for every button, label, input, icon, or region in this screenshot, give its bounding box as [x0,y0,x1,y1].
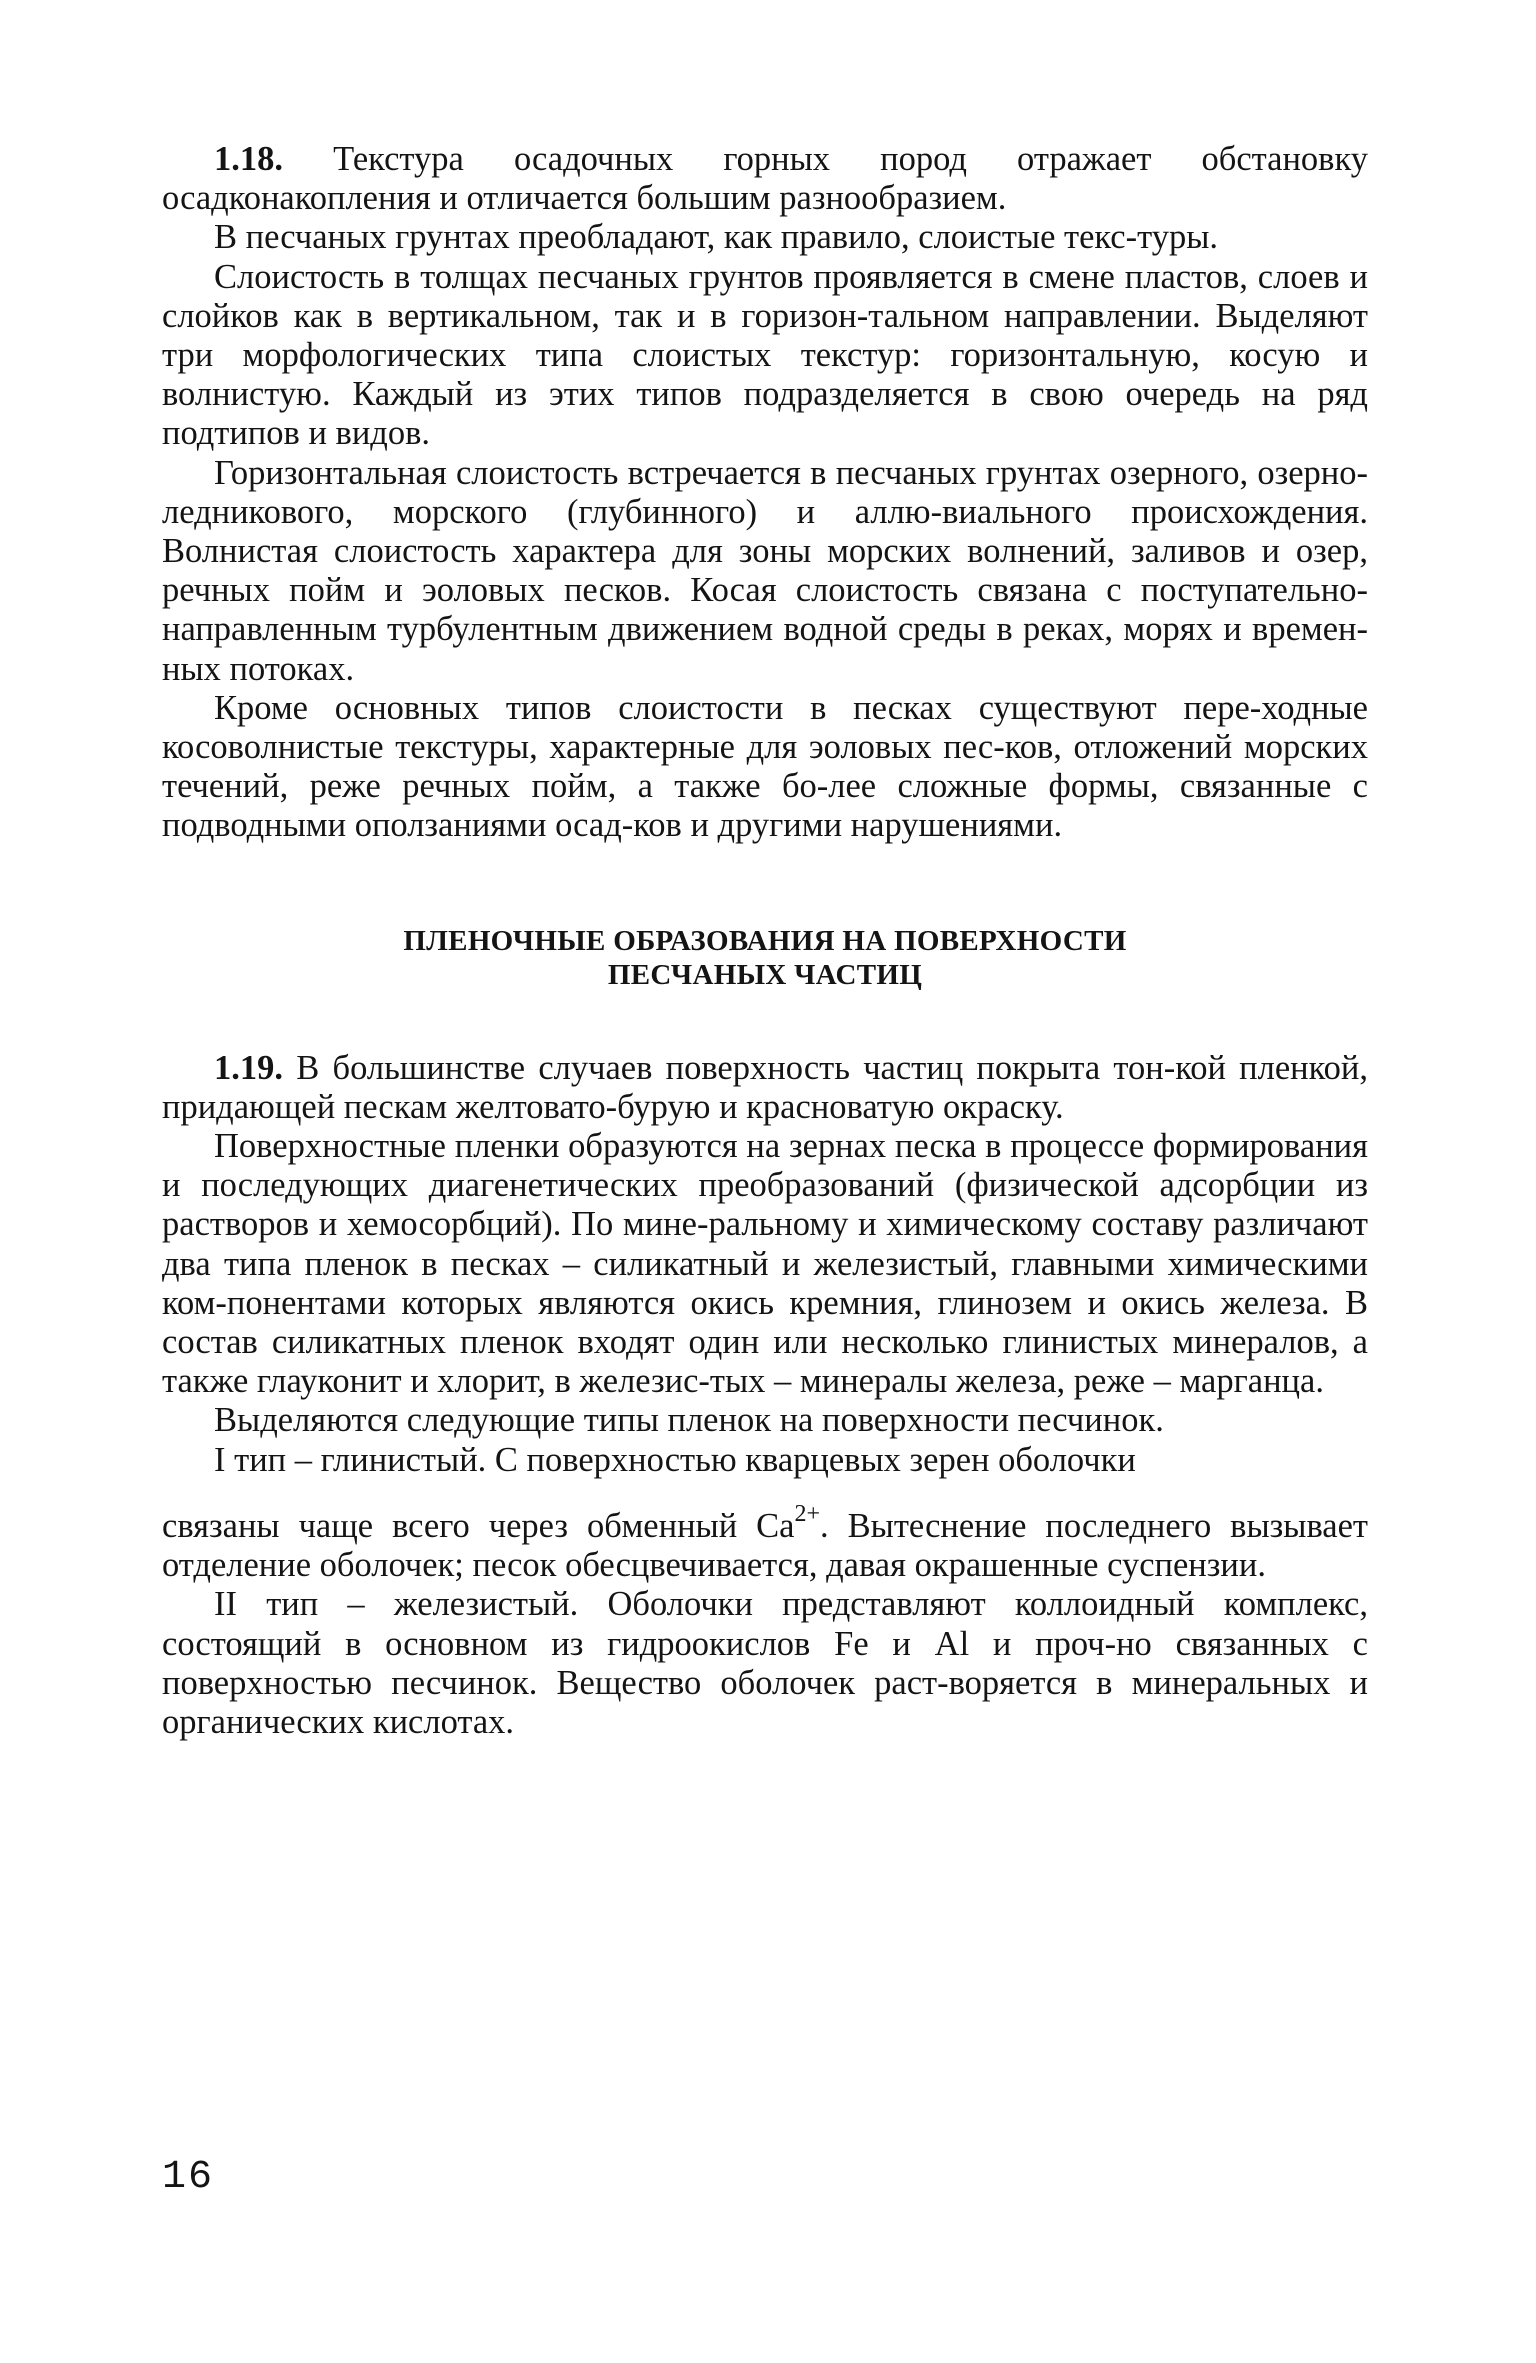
paragraph-text: . Вытеснение последнего вызывает отделение оболочек; песок обесцвечивается, давая окрашенные суспензии. [162,1506,1368,1585]
paragraph-text: связаны чаще всего через обменный Ca [162,1506,795,1545]
paragraph-1-18-intro [162,140,1368,218]
paragraph-1-19-intro [162,1049,1368,1127]
paragraph-type-two: II тип – железистый. Оболочки представляют коллоидный комплекс, состоящий в основном из гидроокислов Fe и Al и проч-но связанных с поверхностью песчинок. Вещество оболочек раст-воряется в минеральных и органических кислотах. [162,1585,1368,1741]
page-body [162,140,1368,1742]
heading-line-1: ПЛЕНОЧНЫЕ ОБРАЗОВАНИЯ НА ПОВЕРХНОСТИ [403,924,1127,957]
section-heading [162,924,1368,992]
paragraph-1-18-transitional: Кроме основных типов слоистости в песках существуют пере-ходные косоволнистые текстуры, характерные для эоловых пес-ков, отложений морских течений, реже речных пойм, а также бо-лее сложные формы, связанные с подводными оползаниями осад-ков и другими нарушениями. [162,688,1368,845]
paragraph-1-19-types: Выделяются следующие типы пленок на поверхности песчинок. [214,1401,1164,1440]
paragraph-1-19-films: Поверхностные пленки образуются на зернах песка в процессе формирования и последующих диагенетических преобразований (физической адсорбции из растворов и хемосорбций). По мине-ральному и химическому составу различают два типа пленок в песках – силикатный и железистый, главными химическими ком-понентами которых являются окись кремния, глинозем и окись железа. В состав силикатных пленок входят один или несколько глинистых минералов, а также глауконит и хлорит, в железис-тых – минералы железа, реже – марганца. [162,1127,1368,1401]
section-number-1-19: 1.19. [214,1048,283,1087]
paragraph-type-one [162,1500,1368,1585]
ion-charge-superscript: 2+ [794,1500,821,1527]
paragraph-1-18-layering: Слоистость в толщах песчаных грунтов проявляется в смене пластов, слоев и слойков как в вертикальном, так и в горизон-тальном направлении. Выделяют три морфологических типа слоистых текстур: горизонтальную, косую и волнистую. Каждый из этих типов подразделяется в свою очередь на ряд подтипов и видов. [162,257,1368,453]
paragraph-1-18-horizontal: Горизонтальная слоистость встречается в песчаных грунтах озерного, озерно-ледникового, морского (глубинного) и аллю-виального происхождения. Волнистая слоистость характера для зоны морских волнений, заливов и озер, речных пойм и эоловых песков. Косая слоистость связана с поступательно-направленным турбулентным движением водной среды в реках, морях и времен-ных потоках. [162,453,1368,688]
paragraph-1-18-sandy-soils: В песчаных грунтах преобладают, как правило, слоистые текс-туры. [214,218,1219,257]
paragraph-text: Текстура осадочных горных пород отражает обстановку осадконакопления и отличается большим разнообразием. [162,140,1368,218]
heading-line-2: ПЕСЧАНЫХ ЧАСТИЦ [607,958,923,991]
section-number-1-18: 1.18. [214,140,283,178]
paragraph-text: В большинстве случаев поверхность частиц покрыта тон-кой пленкой, придающей пескам желтовато-бурую и красноватую окраску. [162,1048,1368,1126]
page-number: 16 [162,2155,215,2200]
paragraph-type-one-line-1: I тип – глинистый. С поверхностью кварцевых зерен оболочки [214,1440,1136,1479]
